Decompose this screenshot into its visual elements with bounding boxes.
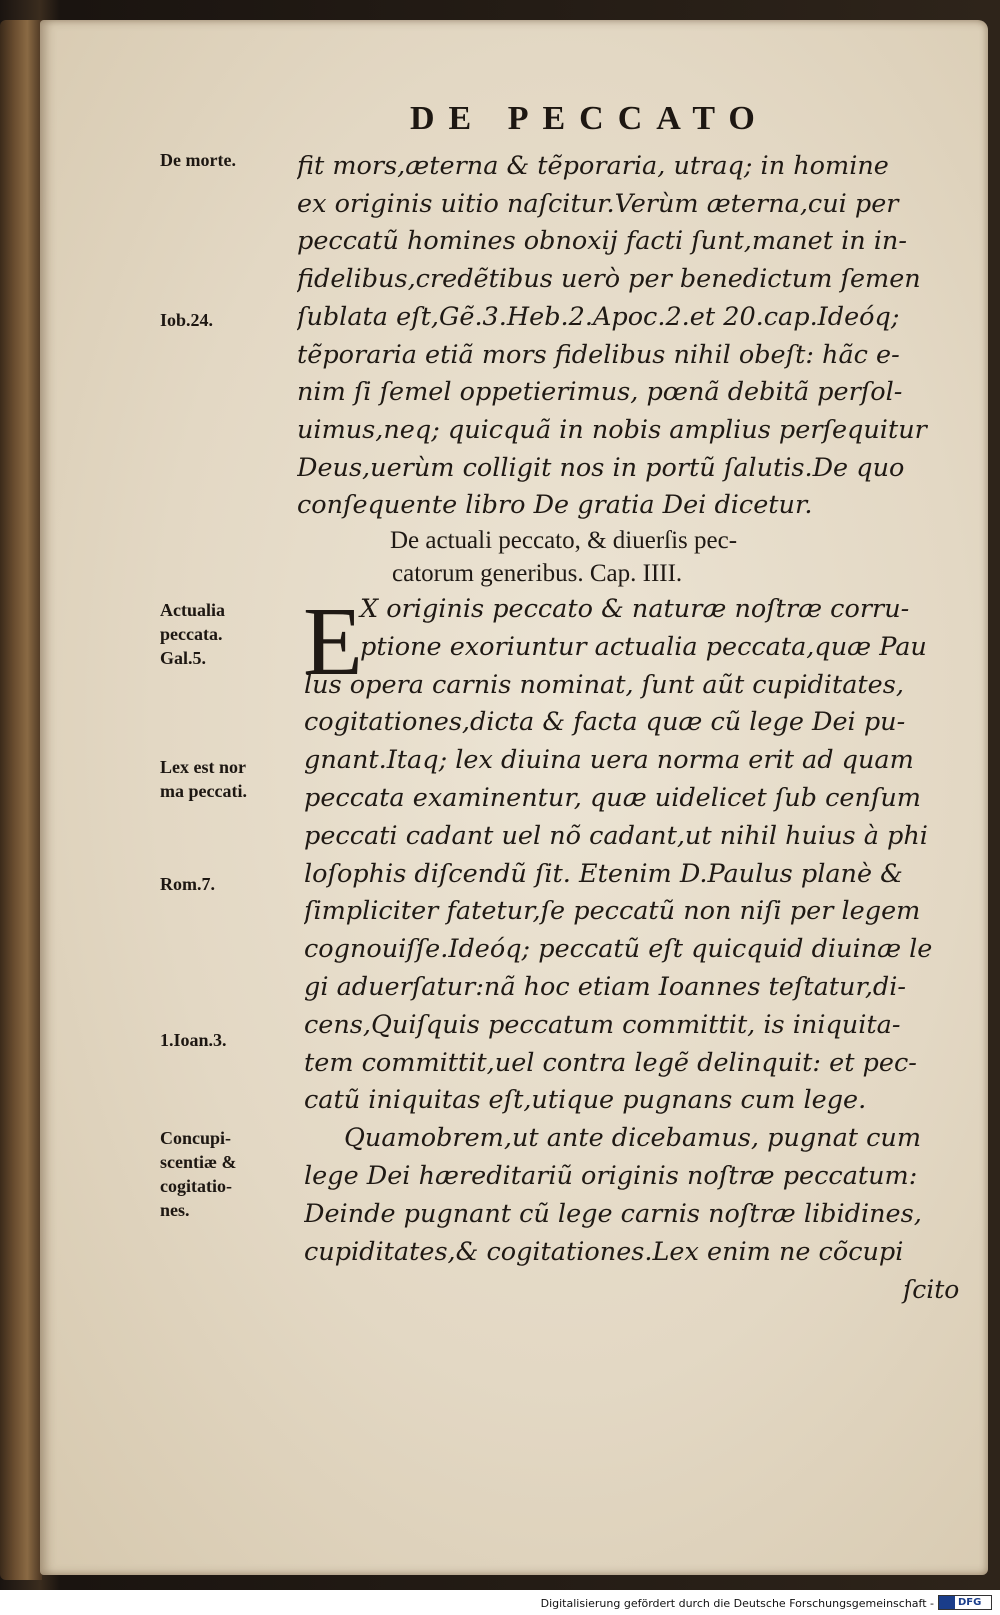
funding-credit: Digitalisierung gefördert durch die Deutsche Forschungsgemeinschaft -	[540, 1597, 934, 1610]
text-line: conſequente libro De gratia Dei dicetur.	[297, 490, 813, 521]
dfg-logo-icon	[938, 1595, 992, 1610]
text-line: Deinde pugnant cũ lege carnis noſtræ libidines,	[304, 1198, 922, 1229]
text-line: uimus,neq; quicquã in nobis amplius perſequitur	[297, 414, 927, 445]
chapter-heading	[390, 524, 950, 590]
text-line: cupiditates,& cogitationes.Lex enim ne cõcupi	[304, 1236, 904, 1267]
drop-cap: E	[303, 588, 363, 696]
margin-note-iob	[160, 308, 213, 332]
text-line: X originis peccato & naturæ noſtræ corru-	[360, 594, 910, 624]
margin-note-actualia	[160, 598, 225, 670]
catchword: ſcito	[903, 1275, 960, 1304]
text-line: cogitationes,dicta & facta quæ cũ lege Dei pu-	[304, 707, 906, 738]
text-line: catũ iniquitas eſt,utique pugnans cum lege.	[304, 1085, 867, 1116]
margin-note-line: Gal.5.	[160, 648, 207, 668]
dfg-logo-block	[939, 1596, 955, 1609]
body-text-chapter	[303, 588, 969, 1271]
dfg-logo-text: DFG	[958, 1597, 982, 1608]
text-line: lus opera carnis nominat, ſunt aũt cupiditates,	[304, 669, 904, 700]
margin-note-line: Actualia	[160, 600, 225, 620]
text-line: tem committit,uel contra legẽ delinquit: et pec-	[304, 1047, 917, 1078]
chapter-heading-line: catorum generibus. Cap. IIII.	[392, 560, 683, 587]
chapter-heading-line: De actuali peccato, & diuerſis pec-	[390, 527, 738, 554]
margin-note-line: De morte.	[160, 150, 236, 170]
margin-note-line: 1.Ioan.3.	[160, 1030, 227, 1050]
margin-note-line: Iob.24.	[160, 310, 214, 330]
margin-note-line: peccata.	[160, 624, 223, 644]
text-line: loſophis diſcendũ ſit. Etenim D.Paulus planè &	[304, 858, 903, 889]
margin-note-line: ma peccati.	[160, 781, 247, 801]
margin-note-de-morte	[160, 148, 236, 172]
margin-note-line: Rom.7.	[160, 874, 215, 894]
text-line: tẽporaria etiã mors fidelibus nihil obeſt: hãc e-	[297, 339, 900, 370]
text-line: Deus,uerùm colligit nos in portũ ſalutis.De quo	[297, 452, 905, 483]
margin-note-line: cogitatio-	[160, 1176, 232, 1196]
text-line: gi aduerſatur:nã hoc etiam Ioannes teſtatur,di-	[304, 971, 907, 1002]
running-head: DE PECCATO	[410, 100, 769, 137]
text-line: fidelibus,credẽtibus uerò per benedictum ſemen	[297, 264, 921, 295]
text-line: peccatũ homines obnoxij facti ſunt,manet in in-	[297, 226, 907, 257]
margin-note-line: Concupi-	[160, 1128, 232, 1148]
book-spine-edge	[0, 20, 42, 1580]
text-line: ptione exoriuntur actualia peccata,quæ Pau	[360, 631, 927, 662]
text-line: nim ſi ſemel oppetierimus, pœnã debitã perſol-	[297, 377, 903, 408]
text-line: cens,Quiſquis peccatum committit, is iniquita-	[304, 1009, 901, 1040]
text-line: lege Dei hæreditariũ originis noſtræ peccatum:	[304, 1160, 918, 1191]
footer-bar	[0, 1590, 1000, 1615]
text-line: ſublata eſt,Gẽ.3.Heb.2.Apoc.2.et 20.cap.Ideóq;	[297, 301, 900, 332]
body-text-top	[297, 148, 967, 525]
text-line: gnant.Itaq; lex diuina uera norma erit ad quam	[304, 745, 914, 776]
margin-note-lex	[160, 755, 247, 803]
text-line: ſimpliciter fatetur,ſe peccatũ non niſi per legem	[304, 896, 921, 927]
margin-note-concupiscentiae	[160, 1126, 236, 1222]
margin-note-rom	[160, 872, 215, 896]
text-line: peccati cadant uel nõ cadant,ut nihil huius à phi	[304, 820, 928, 851]
margin-note-ioan	[160, 1028, 227, 1052]
margin-note-line: nes.	[160, 1200, 190, 1220]
text-line: Quamobrem,ut ante dicebamus, pugnat cum	[344, 1123, 922, 1154]
text-line: ex originis uitio naſcitur.Verùm æterna,cui per	[297, 188, 899, 219]
margin-note-line: scentiæ &	[160, 1152, 237, 1172]
text-line: peccata examinentur, quæ uidelicet ſub cenſum	[304, 782, 921, 813]
text-line: cognouiſſe.Ideóq; peccatũ eſt quicquid diuinæ le	[304, 934, 933, 965]
margin-note-line: Lex est nor	[160, 757, 246, 777]
text-line: fit mors,æterna & tẽporaria, utraq; in homine	[297, 151, 889, 181]
